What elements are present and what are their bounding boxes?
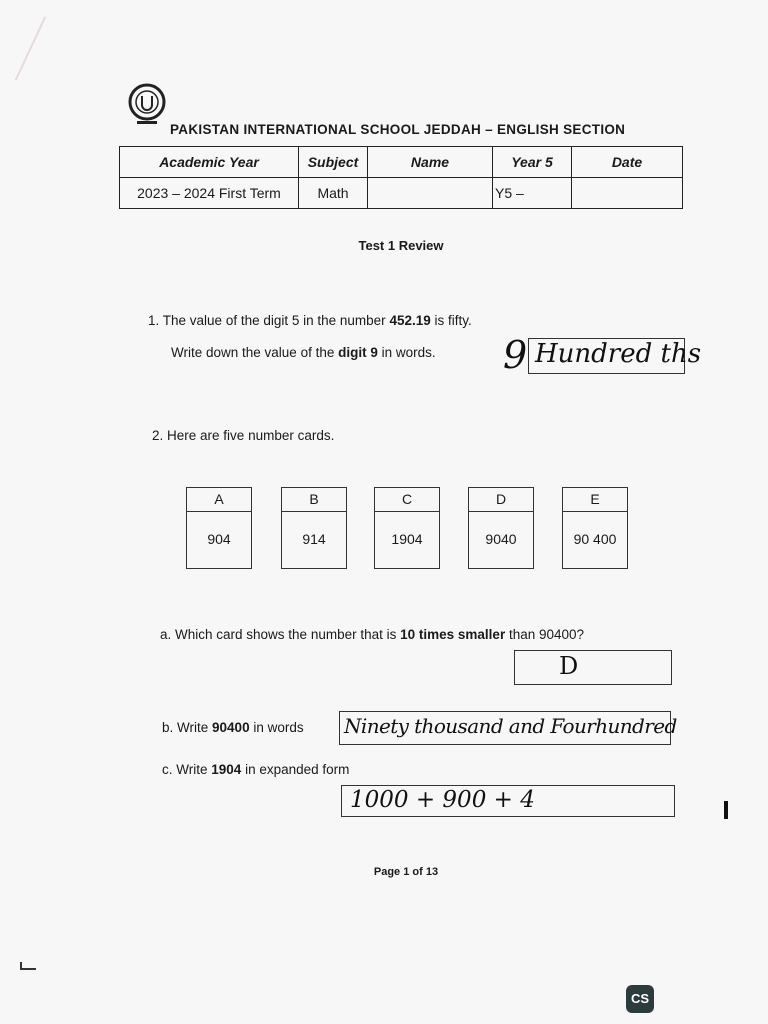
- q2-intro: [152, 428, 334, 443]
- page-label: Page: [373, 866, 401, 878]
- page-total: 13: [425, 866, 439, 878]
- q1-text-a: The value of the digit 5 in the number: [162, 313, 386, 328]
- card-a: [186, 487, 252, 569]
- col-year: Year 5: [493, 147, 572, 178]
- card-label: C: [375, 488, 439, 512]
- card-label: A: [187, 488, 251, 512]
- q2a-bold: 10 times smaller: [400, 627, 506, 642]
- card-e: [562, 487, 628, 569]
- q1-text-b: is fifty.: [434, 313, 472, 328]
- q2b-answer: Ninety thousand and Fourhundred: [344, 714, 677, 738]
- q1-number-bold: 452.19: [389, 313, 431, 328]
- q1-answer-box[interactable]: [528, 338, 702, 374]
- q1-number: 1.: [148, 313, 160, 328]
- q2-number: 2.: [152, 428, 164, 443]
- q2c-question: [162, 762, 349, 777]
- q2c-answer: 1000 + 900 + 4: [350, 787, 535, 813]
- card-label: E: [563, 488, 627, 512]
- q2c-text-a: c. Write: [162, 762, 208, 777]
- subject-value: Math: [299, 178, 368, 209]
- corner-mark: [20, 962, 36, 970]
- q2b-bold: 90400: [212, 720, 250, 735]
- q2c-text-b: in expanded form: [245, 762, 350, 777]
- q1-line2-bold: digit 9: [338, 345, 378, 360]
- q1-line2: [171, 345, 436, 360]
- q1-line2-a: Write down the value of the: [171, 345, 335, 360]
- q2c-answer-box[interactable]: [341, 785, 675, 817]
- col-academic-year: Academic Year: [120, 147, 299, 178]
- pen-mark: [724, 801, 728, 819]
- name-value: [368, 178, 493, 209]
- page-number: [0, 866, 768, 878]
- q2a-answer: D: [559, 652, 579, 680]
- card-b: [281, 487, 347, 569]
- q1-line2-b: in words.: [381, 345, 436, 360]
- q2a-answer-box[interactable]: [514, 650, 672, 685]
- col-date: Date: [572, 147, 683, 178]
- q2b-answer-box[interactable]: [339, 711, 677, 745]
- page-current: 1: [403, 866, 410, 878]
- page-of: of: [412, 866, 423, 878]
- school-logo: [125, 82, 169, 128]
- q1-line1: [148, 313, 472, 328]
- header-table: [119, 146, 683, 209]
- col-subject: Subject: [299, 147, 368, 178]
- school-name: PAKISTAN INTERNATIONAL SCHOOL JEDDAH – ENGLISH SECTION: [170, 122, 626, 137]
- q2b-question: [162, 720, 304, 735]
- q2c-bold: 1904: [211, 762, 242, 777]
- year-value: Y5 –: [493, 178, 572, 209]
- q2b-text-b: in words: [253, 720, 304, 735]
- q2b-text-a: b. Write: [162, 720, 209, 735]
- card-value: 904: [207, 531, 231, 547]
- q2a-text-b: than 90400?: [508, 627, 585, 642]
- academic-year-value: 2023 – 2024 First Term: [120, 178, 299, 209]
- scan-artifact: [15, 17, 74, 94]
- test-title: Test 1 Review: [358, 238, 444, 253]
- card-value: 9040: [485, 531, 517, 547]
- q2-intro-text: Here are five number cards.: [167, 428, 335, 443]
- card-d: [468, 487, 534, 569]
- card-label: D: [469, 488, 533, 512]
- col-name: Name: [368, 147, 493, 178]
- q2a-question: [160, 627, 584, 642]
- q1-answer-digit: 9: [503, 333, 528, 377]
- q2a-text-a: a. Which card shows the number that is: [160, 627, 397, 642]
- card-c: [374, 487, 440, 569]
- card-value: 90 400: [573, 531, 617, 547]
- card-label: B: [282, 488, 346, 512]
- date-value: [572, 178, 683, 209]
- q1-answer: Hundred ths: [535, 339, 702, 369]
- card-value: 914: [302, 531, 326, 547]
- camscanner-badge: CS: [626, 985, 654, 1013]
- card-value: 1904: [391, 531, 423, 547]
